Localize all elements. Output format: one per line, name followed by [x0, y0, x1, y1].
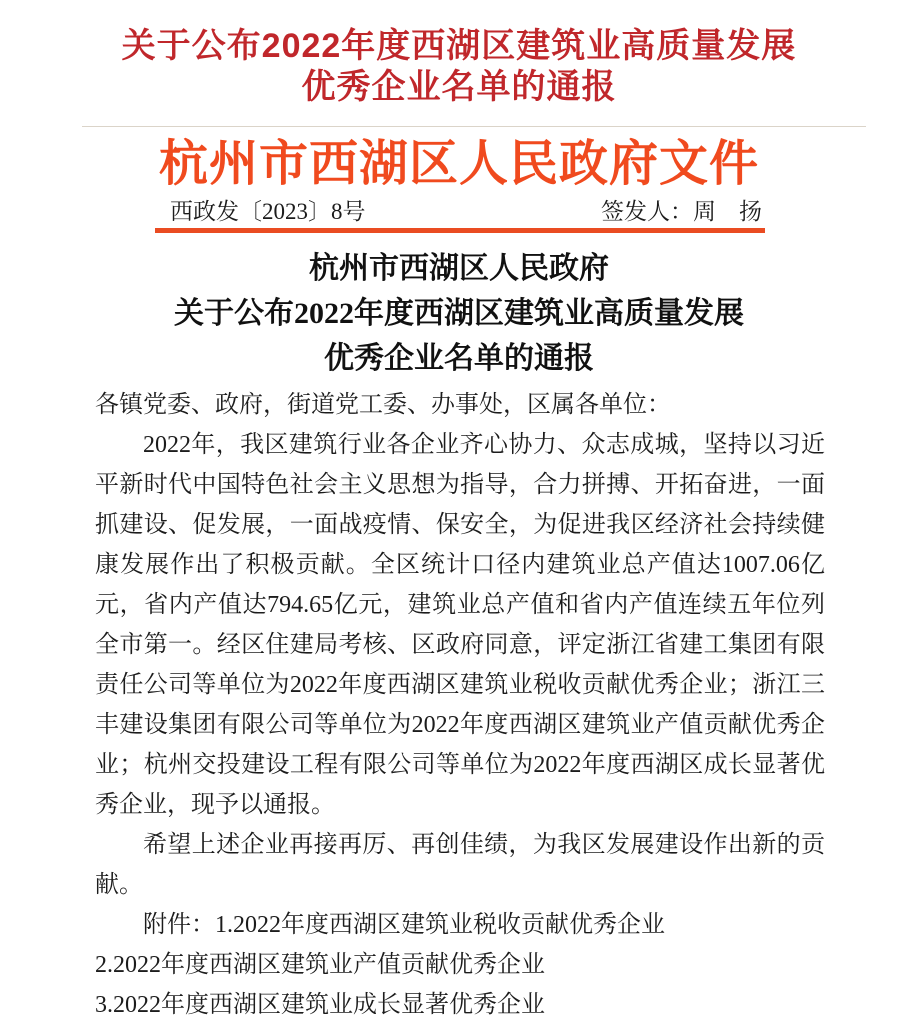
attachment-line-1: 附件：1.2022年度西湖区建筑业税收贡献优秀企业	[143, 912, 665, 938]
letterhead-title: 杭州市西湖区人民政府文件	[158, 136, 759, 191]
header-separator-line	[82, 126, 866, 127]
letterhead-red-rule	[155, 228, 765, 233]
attachment-line-2: 2.2022年度西湖区建筑业产值贡献优秀企业	[95, 952, 545, 978]
document-title-line3: 优秀企业名单的通报	[324, 342, 594, 375]
document-title-line2: 关于公布2022年度西湖区建筑业高质量发展	[174, 297, 744, 330]
salutation: 各镇党委、政府，街道党工委、办事处，区属各单位：	[95, 392, 671, 418]
document-title-line1: 杭州市西湖区人民政府	[309, 252, 609, 285]
signer: 签发人：周 扬	[601, 199, 762, 224]
document-number: 西政发〔2023〕8号	[170, 199, 366, 224]
attachment-line-3: 3.2022年度西湖区建筑业成长显著优秀企业	[95, 992, 545, 1018]
body-paragraph-2: 希望上述企业再接再厉、再创佳绩，为我区发展建设作出新的贡献。	[95, 832, 825, 898]
notice-title	[0, 26, 918, 108]
notice-title-line1: 关于公布2022年度西湖区建筑业高质量发展	[121, 27, 797, 65]
document-meta-row	[170, 198, 762, 226]
body-paragraph-1: 2022年，我区建筑行业各企业齐心协力、众志成城，坚持以习近平新时代中国特色社会主义思想为指导，合力拼搏、开拓奋进，一面抓建设、促发展，一面战疫情、保安全，为促进我区经济社会持续健康发展作出了积极贡献。全区统计口径内建筑业总产值达1007.06亿元，省内产值达794.65亿元，建筑业总产值和省内产值连续五年位列全市第一。经区住建局考核、区政府同意，评定浙江省建工集团有限责任公司等单位为2022年度西湖区建筑业税收贡献优秀企业；浙江三丰建设集团有限公司等单位为2022年度西湖区建筑业产值贡献优秀企业；杭州交投建设工程有限公司等单位为2022年度西湖区成长显著优秀企业，现予以通报。	[95, 432, 825, 818]
document-body	[95, 385, 825, 1025]
notice-title-line2: 优秀企业名单的通报	[301, 68, 617, 106]
document-title	[0, 246, 918, 381]
